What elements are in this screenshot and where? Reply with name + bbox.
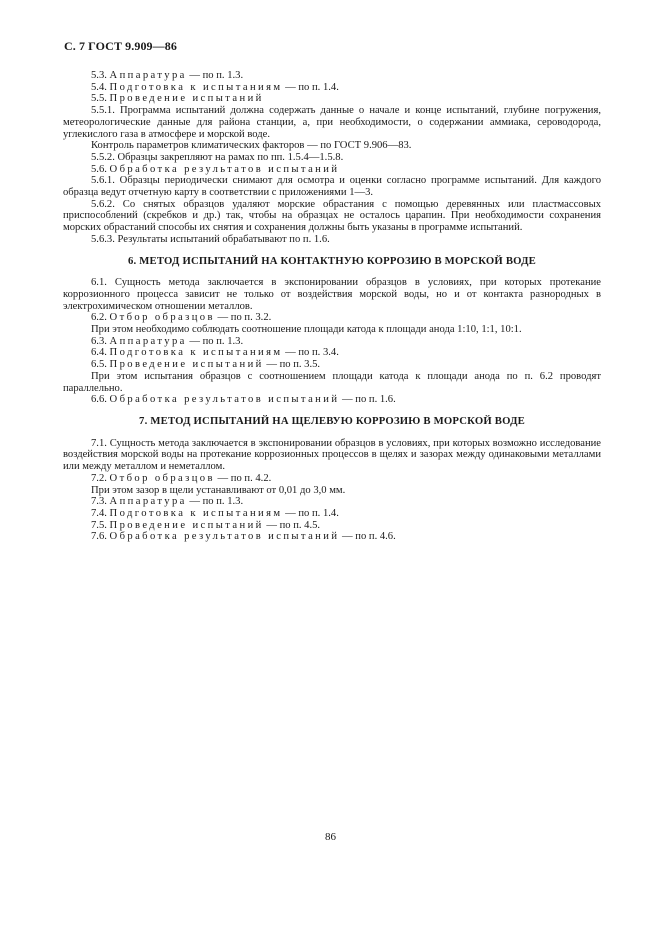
clause-text: — по п. 4.2. [214, 472, 272, 484]
clause-number: 7.5. [91, 519, 110, 531]
clause-label: Проведение испытаний [109, 359, 264, 371]
clause-text: — по п. 3.4. [282, 347, 339, 359]
clause-number: 5.5. [91, 93, 110, 105]
clause-number: 7.6. [91, 531, 110, 543]
page-content [63, 70, 601, 543]
clause-7-4 [63, 508, 601, 520]
clause-6-1: 6.1. Сущность метода заключается в экспонировании образцов в условиях, при которых протекание коррозионного процесса зависит не только от воздействия морской воды, но и от контакта разнородных в электрохимическом отношении металлов. [63, 277, 601, 312]
clause-label: Обработка результатов испытаний [109, 531, 340, 543]
clause-number: 5.6. [91, 163, 110, 175]
clause-7-2 [63, 473, 601, 485]
clause-7-1: 7.1. Сущность метода заключается в экспонировании образцов в условиях, при которых возможно исследование воздействия морской воды на протекание коррозионных процессов в щелях и зазорах между одинаковыми металлами или между металлом и неметаллом. [63, 437, 601, 473]
clause-number: 7.3. [91, 496, 110, 508]
clause-label: Обработка результатов испытаний [109, 394, 340, 406]
clause-number: 5.3. [91, 70, 110, 81]
clause-7-3 [63, 496, 601, 508]
clause-text: — по п. 1.4. [282, 81, 339, 93]
clause-number: 6.4. [91, 347, 110, 359]
clause-text: — по п. 4.6. [339, 531, 396, 543]
clause-6-6 [63, 394, 601, 406]
clause-text: — по п. 1.6. [339, 394, 396, 406]
clause-5-4 [63, 82, 601, 94]
clause-label: Отбор образцов [109, 312, 215, 324]
clause-number: 7.4. [91, 507, 110, 519]
clause-6-5 [63, 359, 601, 371]
clause-number: 6.3. [91, 335, 110, 347]
clause-number: 6.2. [91, 312, 110, 324]
clause-number: 6.6. [91, 394, 110, 406]
clause-5-5-1: 5.5.1. Программа испытаний должна содержать данные о начале и конце испытаний, глубине погружения, метеорологические данные для района станции, а, при необходимости, о содержании аммиака, сероводорода, углекислого газа в атмосфере и морской воде. [63, 105, 601, 140]
clause-5-6-2: 5.6.2. Со снятых образцов удаляют морские обрастания с помощью деревянных или пластмассовых приспособлений (скребков и др.) так, чтобы на образцах не осталось царапин. При необходимости сохранения морских обрастаний способы их снятия и сохранения должны быть указаны в программе испытаний. [63, 198, 601, 234]
clause-5-3 [63, 70, 601, 82]
clause-label: Аппаратура [109, 70, 187, 81]
clause-7-6 [63, 531, 601, 543]
clause-label: Подготовка к испытаниям [109, 507, 283, 519]
clause-label: Подготовка к испытаниям [109, 347, 283, 359]
clause-7-2-gap: При этом зазор в щели устанавливают от 0,01 до 3,0 мм. [91, 484, 346, 496]
clause-label: Отбор образцов [109, 472, 215, 484]
clause-text: — по п. 1.3. [186, 70, 244, 81]
clause-5-6 [63, 164, 601, 176]
clause-5-6-1: 5.6.1. Образцы периодически снимают для осмотра и оценки согласно программе испытаний. Для каждого образца ведут отчетную карту в соответствии с приложениями 1—3. [63, 175, 601, 199]
clause-text: — по п. 4.5. [263, 519, 321, 531]
clause-text: — по п. 1.4. [282, 507, 339, 519]
clause-text: — по п. 1.3. [186, 335, 244, 347]
clause-label: Проведение испытаний [109, 93, 264, 105]
clause-6-3 [63, 336, 601, 348]
clause-number: 5.4. [91, 81, 110, 93]
clause-text: — по п. 1.3. [186, 496, 244, 508]
clause-number: 6.5. [91, 359, 110, 371]
clause-6-4 [63, 347, 601, 359]
clause-5-6-3: 5.6.3. Результаты испытаний обрабатывают по п. 1.6. [91, 233, 330, 245]
clause-7-5 [63, 520, 601, 532]
clause-6-2 [63, 312, 601, 324]
clause-label: Проведение испытаний [109, 519, 264, 531]
clause-5-5-2: 5.5.2. Образцы закрепляют на рамах по пп. 1.5.4—1.5.8. [91, 151, 344, 163]
clause-6-2-ratio: При этом необходимо соблюдать соотношение площади катода к площади анода 1:10, 1:1, 10:1. [91, 324, 522, 336]
section-6-heading: 6. МЕТОД ИСПЫТАНИЙ НА КОНТАКТНУЮ КОРРОЗИЮ В МОРСКОЙ ВОДЕ [127, 254, 537, 267]
page-header: С. 7 ГОСТ 9.909—86 [64, 39, 177, 53]
clause-5-5-1-control: Контроль параметров климатических факторов — по ГОСТ 9.906—83. [91, 140, 412, 152]
clause-number: 7.2. [91, 472, 110, 484]
clause-text: — по п. 3.2. [214, 312, 272, 324]
clause-label: Подготовка к испытаниям [109, 81, 283, 93]
clause-label: Аппаратура [109, 496, 187, 508]
clause-text: — по п. 3.5. [263, 359, 321, 371]
clause-label: Аппаратура [109, 335, 187, 347]
clause-5-5 [63, 93, 601, 105]
clause-6-5-parallel: При этом испытания образцов с соотношением площади катода к площади анода по п. 6.2 проводят параллельно. [63, 370, 601, 394]
section-7-heading: 7. МЕТОД ИСПЫТАНИЙ НА ЩЕЛЕВУЮ КОРРОЗИЮ В МОРСКОЙ ВОДЕ [139, 414, 525, 427]
page-number: 86 [325, 831, 336, 843]
clause-label: Обработка результатов испытаний [109, 163, 340, 175]
